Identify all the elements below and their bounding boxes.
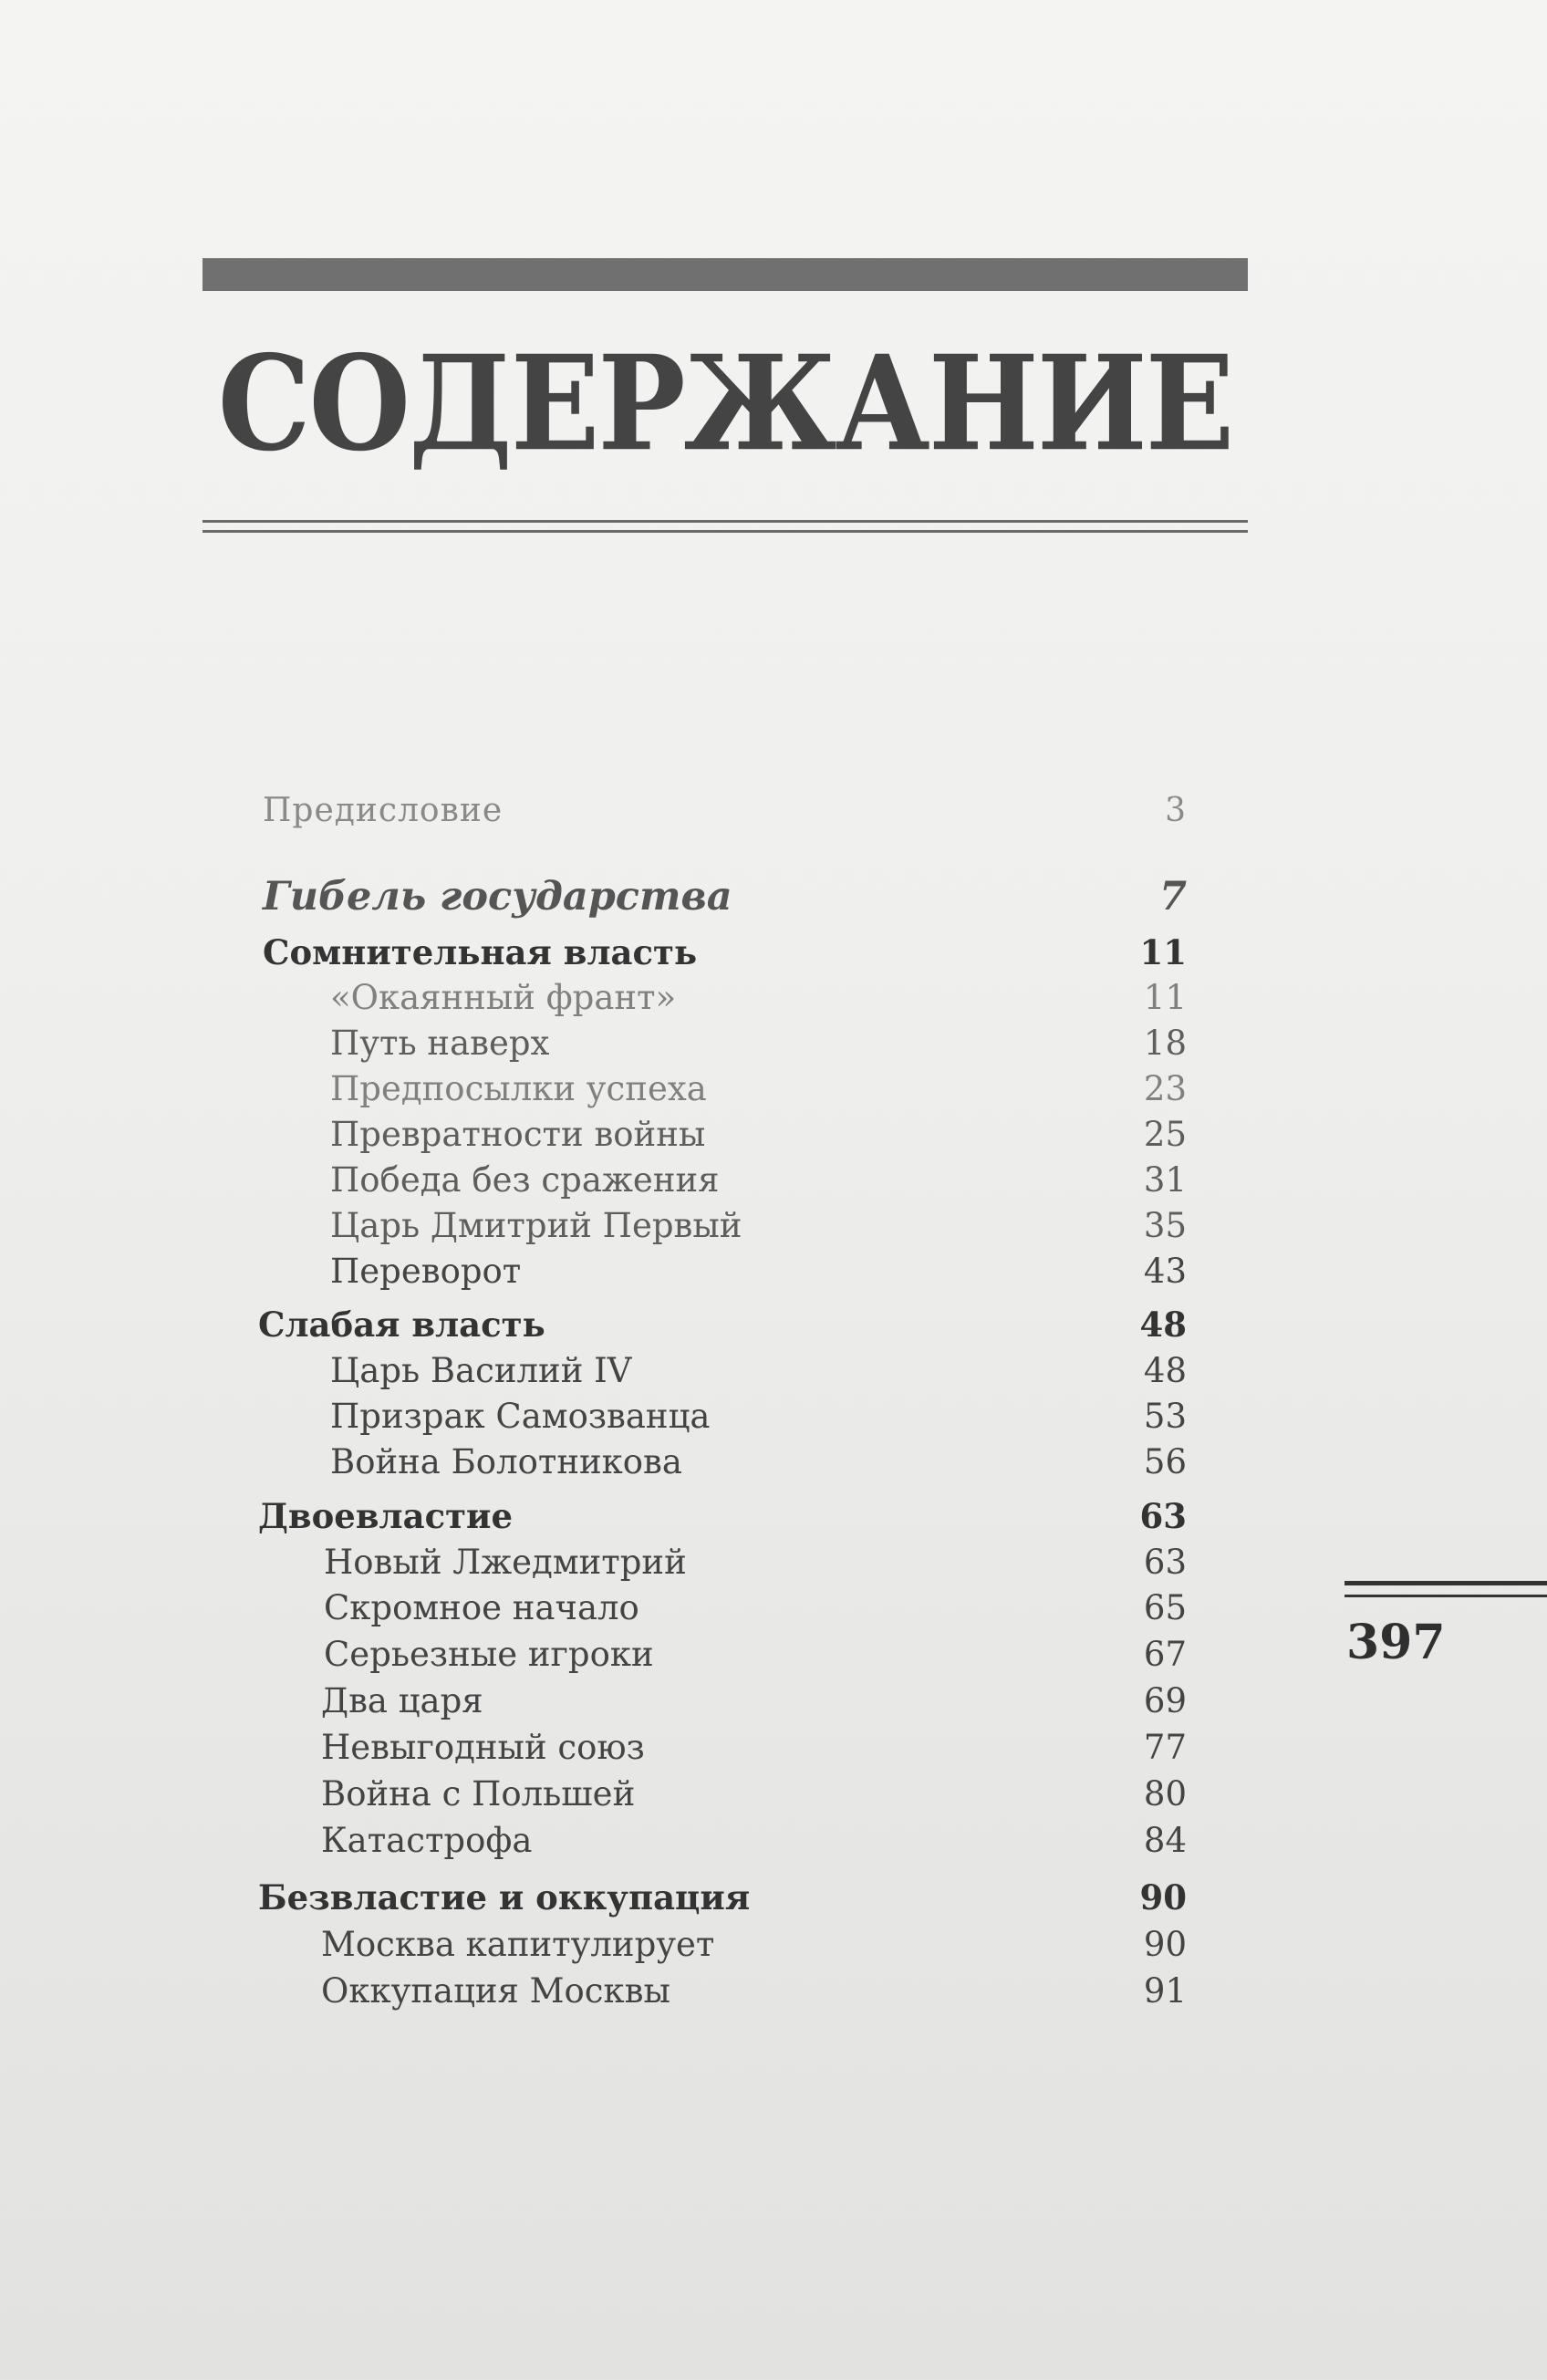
toc-chapter-page: 90 (1139, 1877, 1187, 1918)
toc-chapter-page: 63 (1139, 1496, 1187, 1536)
toc-section[interactable] (0, 1160, 1547, 1206)
toc-section[interactable] (0, 1115, 1547, 1160)
toc-section-title: Война с Польшей (321, 1774, 636, 1814)
toc-section[interactable] (0, 1821, 1547, 1866)
toc-section[interactable] (0, 1728, 1547, 1773)
toc-section-page: 69 (1143, 1681, 1187, 1720)
toc-section-title: Скромное начало (324, 1588, 639, 1627)
toc-chapter-page: 48 (1139, 1304, 1187, 1345)
toc-section[interactable] (0, 1397, 1547, 1442)
toc-section-title: Призрак Самозванца (330, 1397, 711, 1436)
folio-rule (1345, 1581, 1547, 1597)
toc-chapter-title: Безвластие и оккупация (258, 1877, 751, 1918)
toc-section-page: 65 (1143, 1588, 1187, 1627)
toc-section-page: 35 (1143, 1206, 1187, 1245)
toc-section-page: 80 (1143, 1774, 1187, 1814)
toc-section-title: Царь Василий IV (330, 1351, 632, 1390)
toc-entry-page: 3 (1165, 792, 1187, 829)
toc-section[interactable] (0, 1543, 1547, 1588)
toc-section[interactable] (0, 978, 1547, 1024)
toc-section-page: 67 (1143, 1635, 1187, 1674)
toc-section-title: Предпосылки успеха (330, 1069, 707, 1108)
toc-part-title: Гибель государства (263, 874, 732, 920)
toc-section-title: Москва капитулирует (321, 1925, 715, 1964)
toc-section-title: «Окаянный франт» (330, 978, 677, 1017)
toc-section-title: Оккупация Москвы (321, 1971, 670, 2011)
toc-chapter-title: Сомнительная власть (263, 932, 698, 972)
toc-section[interactable] (0, 1069, 1547, 1115)
toc-chapter-title: Слабая власть (258, 1304, 545, 1345)
toc-section-title: Превратности войны (330, 1115, 706, 1154)
toc-chapter[interactable] (0, 1496, 1547, 1542)
toc-chapter-page: 11 (1139, 932, 1187, 972)
toc-section-page: 91 (1143, 1971, 1187, 2011)
toc-section-title: Победа без сражения (330, 1160, 720, 1200)
top-decorative-bar (202, 258, 1248, 291)
toc-section-page: 56 (1143, 1442, 1187, 1481)
toc-chapter[interactable] (0, 1304, 1547, 1350)
toc-section-page: 25 (1143, 1115, 1187, 1154)
toc-chapter[interactable] (0, 932, 1547, 978)
toc-section-page: 53 (1143, 1397, 1187, 1436)
toc-section-page: 77 (1143, 1728, 1187, 1767)
toc-section[interactable] (0, 1925, 1547, 1970)
toc-section[interactable] (0, 1681, 1547, 1727)
toc-part[interactable] (0, 874, 1547, 920)
toc-section[interactable] (0, 1588, 1547, 1634)
toc-section[interactable] (0, 1635, 1547, 1680)
toc-preface[interactable] (0, 792, 1547, 837)
toc-section-page: 63 (1143, 1543, 1187, 1582)
toc-chapter-title: Двоевластие (258, 1496, 514, 1536)
page-number: 397 (1346, 1615, 1446, 1670)
toc-section-page: 90 (1143, 1925, 1187, 1964)
toc-section-page: 23 (1143, 1069, 1187, 1108)
toc-section[interactable] (0, 1206, 1547, 1252)
toc-section-page: 31 (1143, 1160, 1187, 1200)
heading-double-rule (202, 520, 1248, 533)
page-heading: СОДЕРЖАНИЕ (217, 327, 1233, 481)
toc-section[interactable] (0, 1024, 1547, 1069)
toc-part-page: 7 (1159, 874, 1187, 920)
toc-section[interactable] (0, 1971, 1547, 2017)
toc-section-title: Война Болотникова (330, 1442, 682, 1481)
toc-section-page: 18 (1143, 1024, 1187, 1063)
toc-section-title: Путь наверх (330, 1024, 550, 1063)
toc-section-page: 48 (1143, 1351, 1187, 1390)
toc-section-page: 84 (1143, 1821, 1187, 1860)
toc-section-title: Царь Дмитрий Первый (330, 1206, 742, 1245)
toc-section-page: 11 (1143, 978, 1187, 1017)
toc-section-title: Катастрофа (321, 1821, 533, 1860)
toc-section-title: Новый Лжедмитрий (324, 1543, 687, 1582)
toc-section-title: Два царя (321, 1681, 483, 1720)
toc-section-title: Серьезные игроки (324, 1635, 654, 1674)
toc-chapter[interactable] (0, 1877, 1547, 1923)
toc-entry-title: Предисловие (263, 792, 504, 829)
toc-section-title: Невыгодный союз (321, 1728, 645, 1767)
toc-section[interactable] (0, 1351, 1547, 1397)
toc-section[interactable] (0, 1442, 1547, 1488)
toc-section-page: 43 (1143, 1252, 1187, 1291)
toc-section[interactable] (0, 1774, 1547, 1820)
toc-section[interactable] (0, 1252, 1547, 1297)
toc-section-title: Переворот (330, 1252, 522, 1291)
